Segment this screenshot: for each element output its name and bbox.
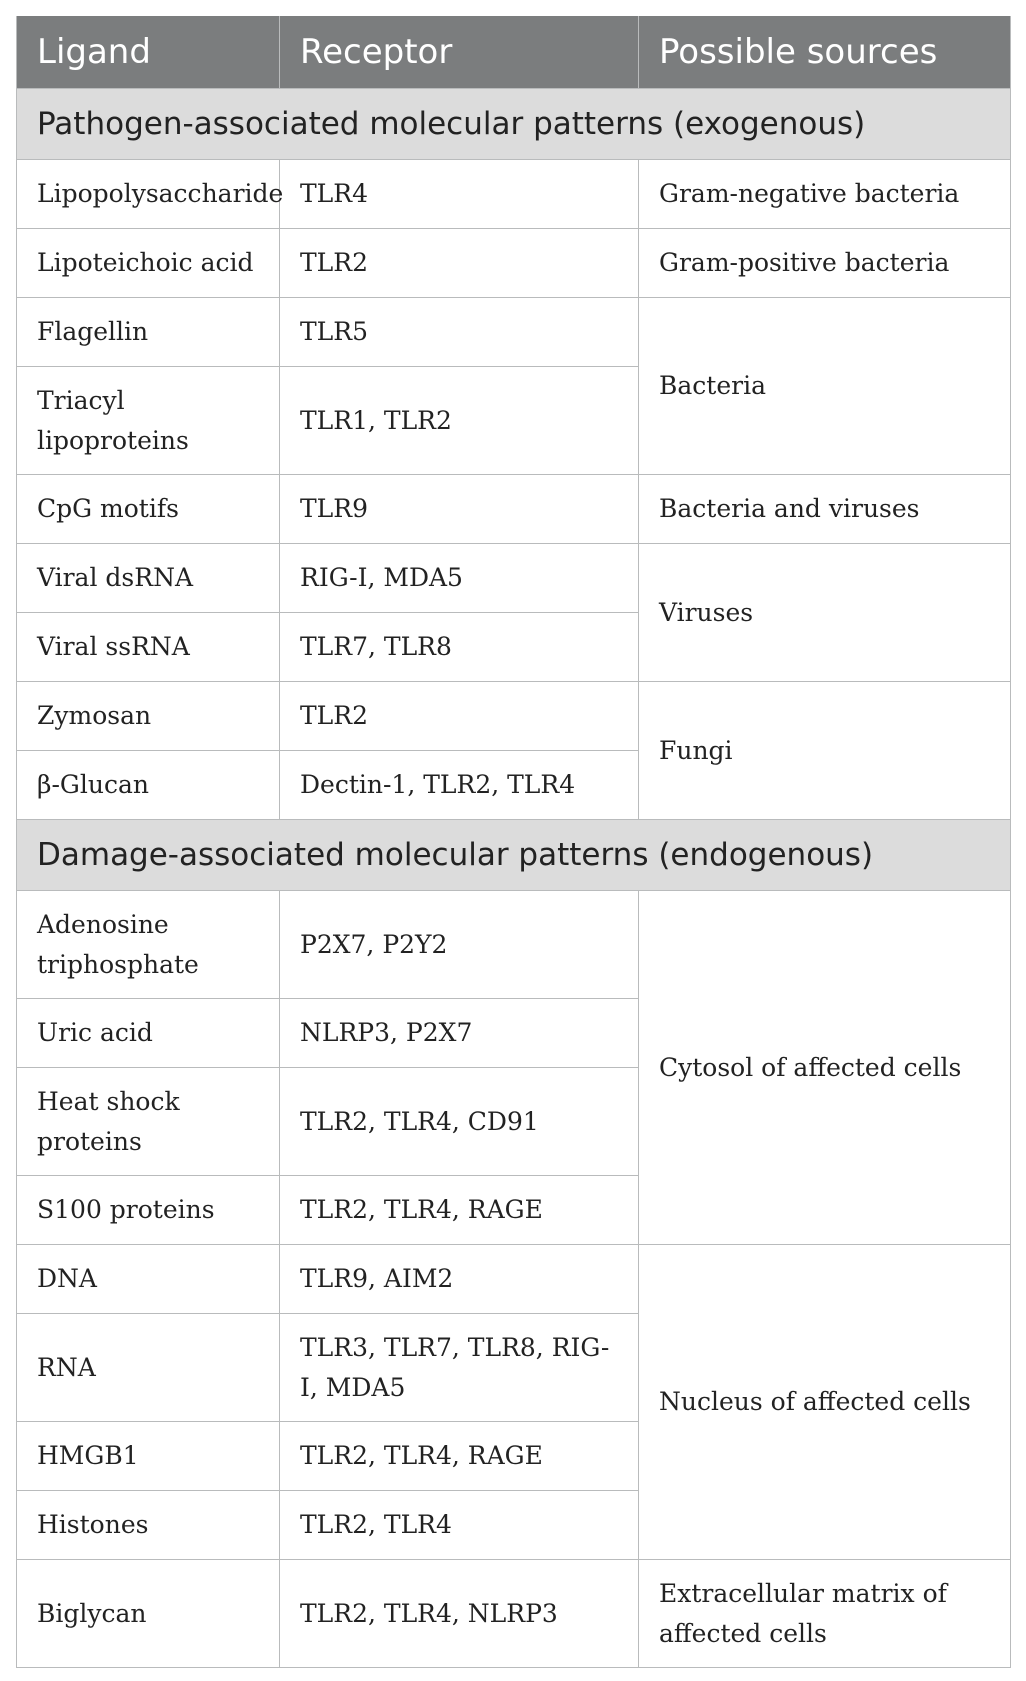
ligand-cell: Uric acid	[17, 999, 280, 1068]
table-row	[17, 1560, 1011, 1668]
receptor-cell: Dectin-1, TLR2, TLR4	[280, 751, 639, 820]
receptor-cell: TLR5	[280, 298, 639, 367]
ligand-cell: Flagellin	[17, 298, 280, 367]
receptor-cell: TLR9, AIM2	[280, 1245, 639, 1314]
ligand-cell: Viral dsRNA	[17, 544, 280, 613]
source-cell: Bacteria and viruses	[639, 475, 1011, 544]
section-title: Damage-associated molecular patterns (endogenous)	[17, 820, 1011, 891]
header-row	[17, 16, 1011, 89]
table-row	[17, 1245, 1011, 1314]
table-row	[17, 475, 1011, 544]
source-cell: Cytosol of affected cells	[639, 891, 1011, 1245]
ligand-cell: Triacyl lipoproteins	[17, 367, 280, 475]
ligand-cell: Viral ssRNA	[17, 613, 280, 682]
ligand-cell: Zymosan	[17, 682, 280, 751]
receptor-cell: TLR7, TLR8	[280, 613, 639, 682]
receptor-cell: P2X7, P2Y2	[280, 891, 639, 999]
ligand-cell: Heat shock proteins	[17, 1068, 280, 1176]
ligand-cell: β-Glucan	[17, 751, 280, 820]
section-title: Pathogen-associated molecular patterns (exogenous)	[17, 89, 1011, 160]
header-receptor: Receptor	[280, 16, 639, 89]
ligand-cell: Lipoteichoic acid	[17, 229, 280, 298]
ligand-cell: DNA	[17, 1245, 280, 1314]
header-ligand: Ligand	[17, 16, 280, 89]
source-cell: Viruses	[639, 544, 1011, 682]
source-cell: Fungi	[639, 682, 1011, 820]
section-row-pamps	[17, 89, 1011, 160]
receptor-cell: TLR2, TLR4, RAGE	[280, 1422, 639, 1491]
source-cell: Gram-positive bacteria	[639, 229, 1011, 298]
receptor-cell: TLR2	[280, 229, 639, 298]
receptor-cell: RIG-I, MDA5	[280, 544, 639, 613]
receptor-cell: TLR2, TLR4, RAGE	[280, 1176, 639, 1245]
source-cell: Nucleus of affected cells	[639, 1245, 1011, 1560]
table-row	[17, 682, 1011, 751]
source-cell: Bacteria	[639, 298, 1011, 475]
receptor-cell: NLRP3, P2X7	[280, 999, 639, 1068]
table-row	[17, 544, 1011, 613]
ligand-cell: S100 proteins	[17, 1176, 280, 1245]
ligand-cell: HMGB1	[17, 1422, 280, 1491]
receptor-cell: TLR1, TLR2	[280, 367, 639, 475]
receptor-cell: TLR3, TLR7, TLR8, RIG-I, MDA5	[280, 1314, 639, 1422]
receptor-cell: TLR4	[280, 160, 639, 229]
source-cell: Gram-negative bacteria	[639, 160, 1011, 229]
table-row	[17, 160, 1011, 229]
ligand-cell: Histones	[17, 1491, 280, 1560]
receptor-cell: TLR2, TLR4, CD91	[280, 1068, 639, 1176]
receptor-cell: TLR9	[280, 475, 639, 544]
table-row	[17, 229, 1011, 298]
section-row-damps	[17, 820, 1011, 891]
table-row	[17, 891, 1011, 999]
ligand-cell: RNA	[17, 1314, 280, 1422]
ligand-receptor-table	[16, 16, 1011, 1668]
source-cell: Extracellular matrix of affected cells	[639, 1560, 1011, 1668]
receptor-cell: TLR2, TLR4, NLRP3	[280, 1560, 639, 1668]
ligand-cell: Lipopolysaccharide	[17, 160, 280, 229]
header-possible-sources: Possible sources	[639, 16, 1011, 89]
receptor-cell: TLR2, TLR4	[280, 1491, 639, 1560]
table-row	[17, 298, 1011, 367]
ligand-cell: Adenosine triphosphate	[17, 891, 280, 999]
ligand-cell: CpG motifs	[17, 475, 280, 544]
ligand-cell: Biglycan	[17, 1560, 280, 1668]
receptor-cell: TLR2	[280, 682, 639, 751]
